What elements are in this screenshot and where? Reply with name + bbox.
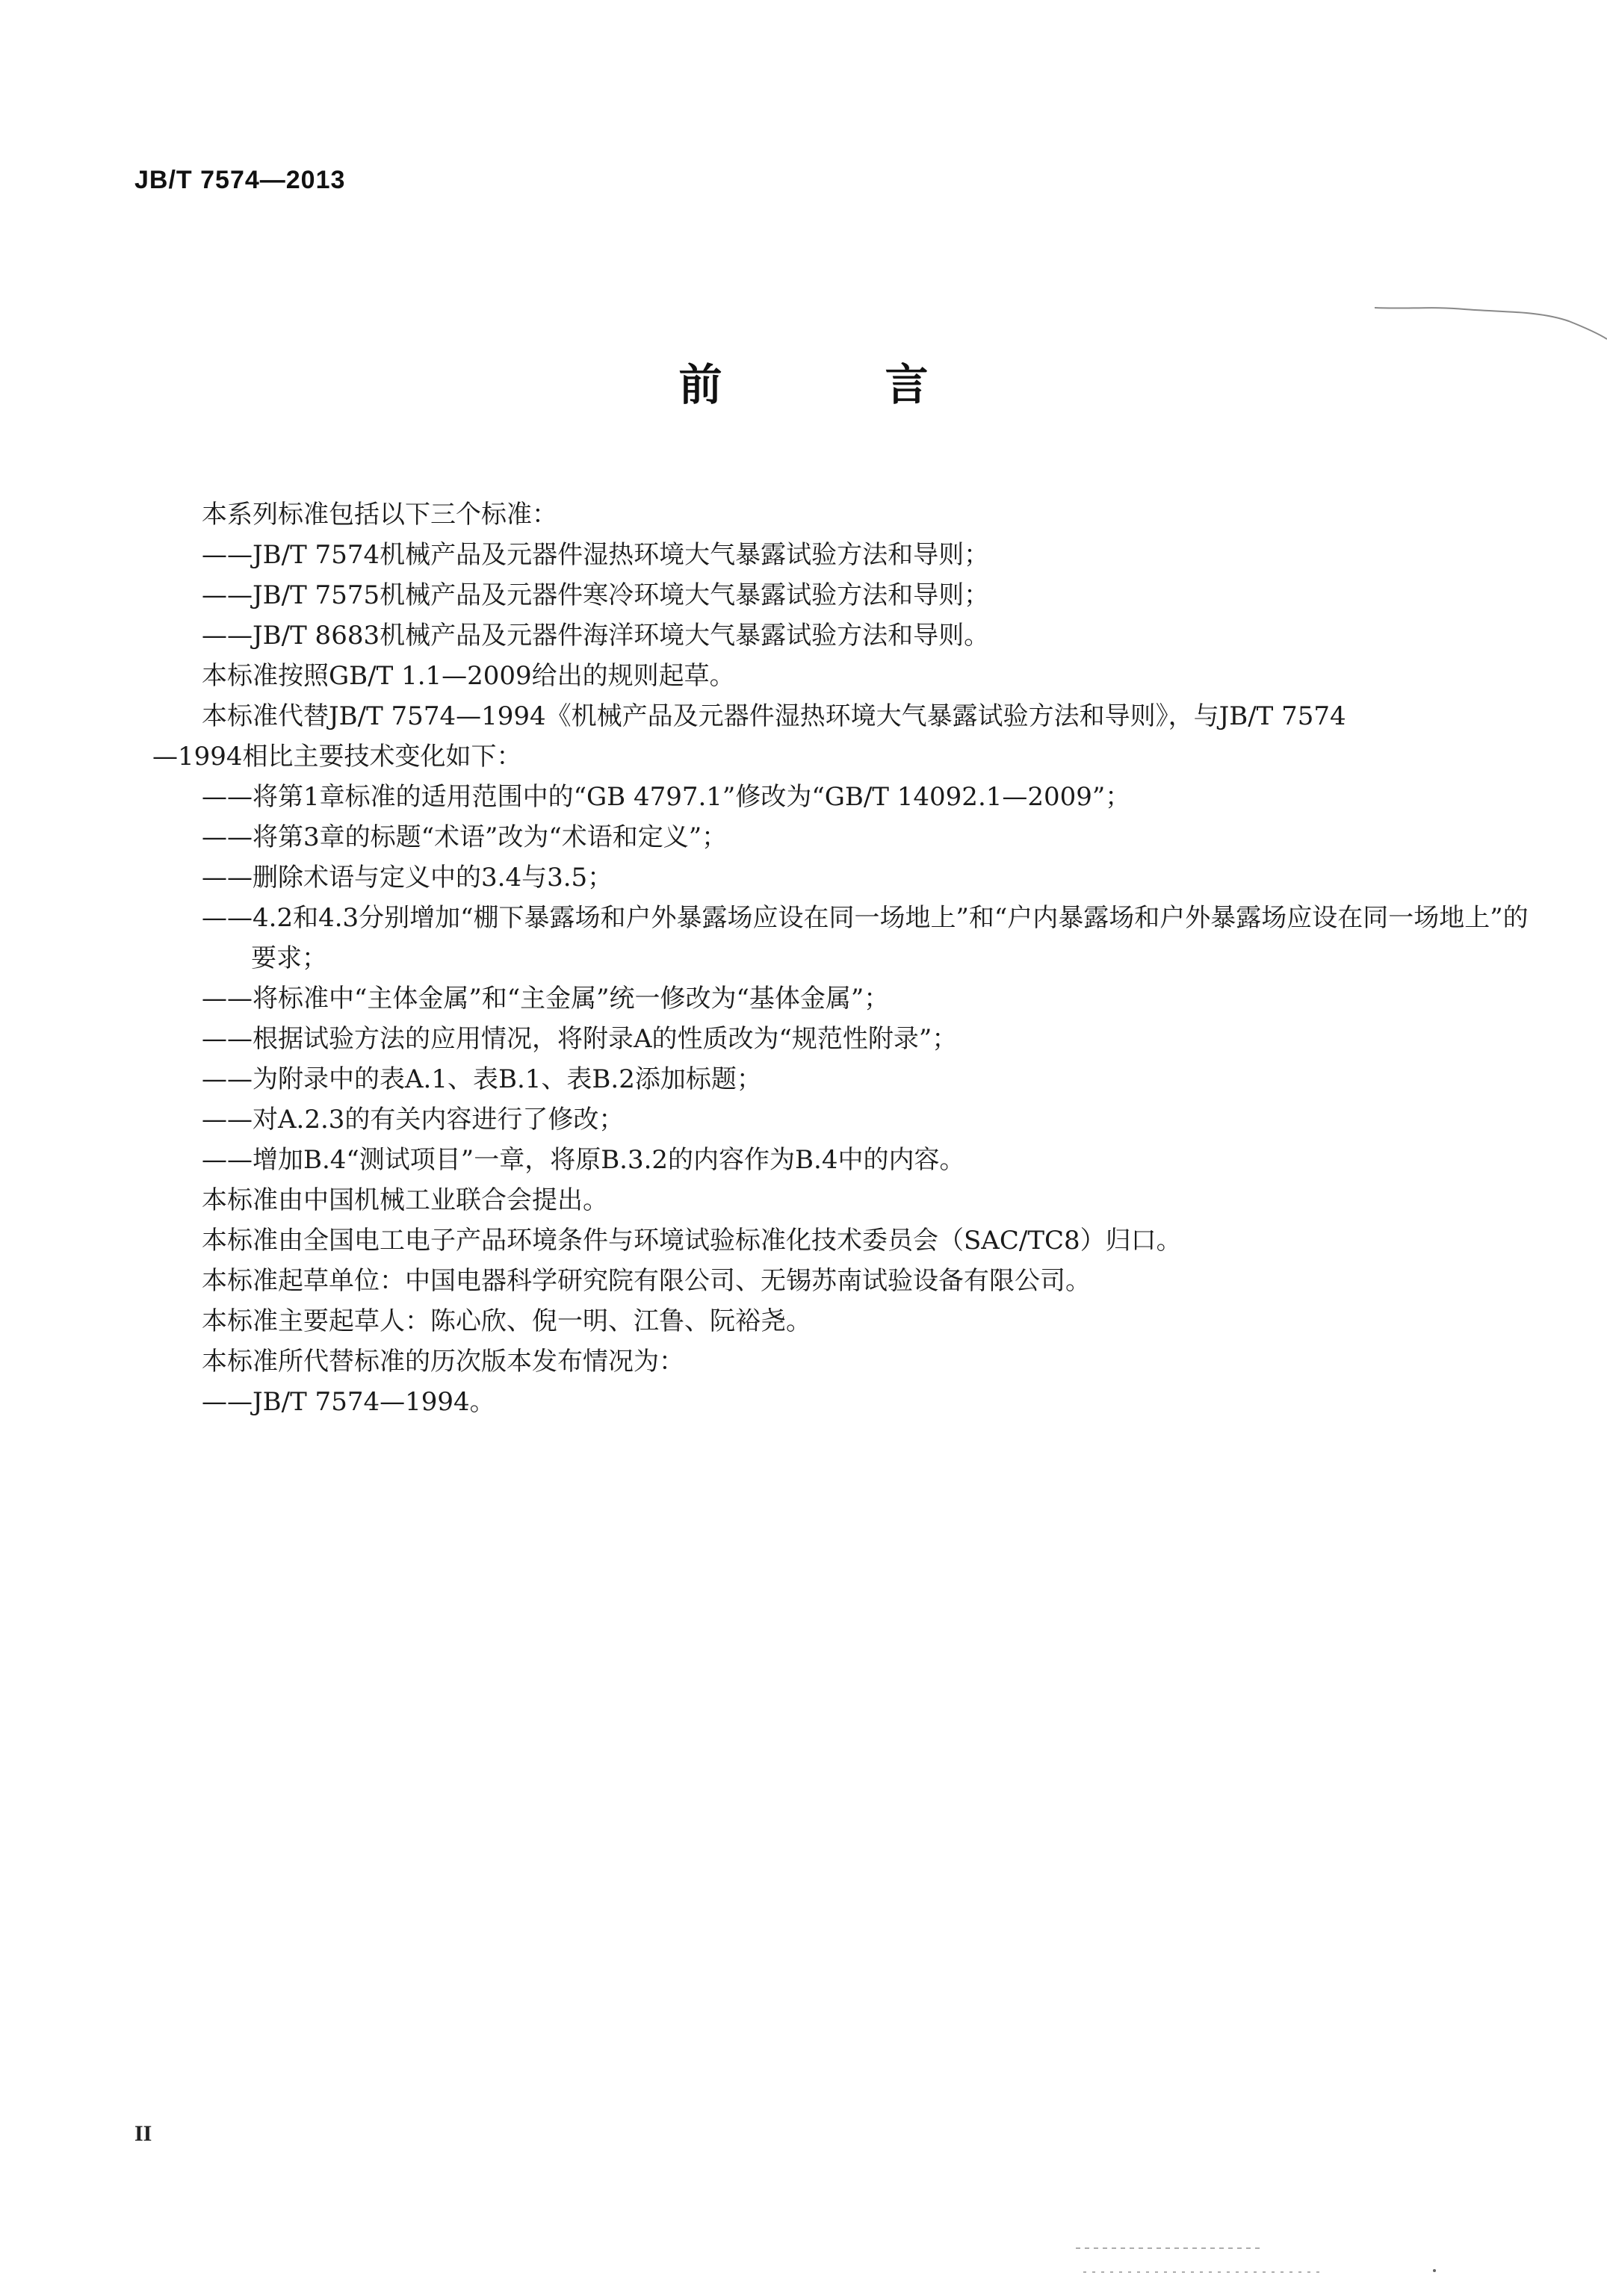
paragraph-proposed-by: 本标准由中国机械工业联合会提出。 xyxy=(202,1185,608,1215)
paragraph-intro: 本系列标准包括以下三个标准： xyxy=(202,500,557,530)
change-item-b4: ——增加B.4“测试项目”一章，将原B.3.2的内容作为B.4中的内容。 xyxy=(202,1145,965,1175)
change-item-delete-terms: ——删除术语与定义中的3.4与3.5； xyxy=(202,863,613,893)
change-item-scope: ——将第1章标准的适用范围中的“GB 4797.1”修改为“GB/T 14092.1—2009”； xyxy=(202,782,1131,812)
list-item-standard-7574: ——JB/T 7574机械产品及元器件湿热环境大气暴露试验方法和导则； xyxy=(202,540,990,570)
change-item-a23: ——对A.2.3的有关内容进行了修改； xyxy=(202,1105,625,1135)
paragraph-replaces-continued: —1994相比主要技术变化如下： xyxy=(152,742,522,772)
history-item-1994: ——JB/T 7574—1994。 xyxy=(202,1387,495,1417)
scan-artifact-line xyxy=(1375,293,1607,345)
change-item-base-metal: ——将标准中“主体金属”和“主金属”统一修改为“基体金属”； xyxy=(202,984,890,1014)
change-item-chapter3-title: ——将第3章的标题“术语”改为“术语和定义”； xyxy=(202,822,728,852)
list-item-standard-8683: ——JB/T 8683机械产品及元器件海洋环境大气暴露试验方法和导则。 xyxy=(202,621,990,651)
list-item-standard-7575: ——JB/T 7575机械产品及元器件寒冷环境大气暴露试验方法和导则； xyxy=(202,580,990,610)
paragraph-replaces: 本标准代替JB/T 7574—1994《机械产品及元器件湿热环境大气暴露试验方法和导则》，与JB/T 7574 xyxy=(202,701,1346,731)
paragraph-centralized-by: 本标准由全国电工电子产品环境条件与环境试验标准化技术委员会（SAC/TC8）归口。 xyxy=(202,1226,1182,1256)
page-number: II xyxy=(134,2121,152,2146)
paragraph-history: 本标准所代替标准的历次版本发布情况为： xyxy=(202,1347,684,1377)
preface-title: 前 言 xyxy=(678,359,988,410)
document-code: JB/T 7574—2013 xyxy=(134,166,346,194)
change-item-exposure-sites: ——4.2和4.3分别增加“棚下暴露场和户外暴露场应设在同一场地上”和“户内暴露场和户外暴露场应设在同一场地上”的要求； xyxy=(202,903,1529,973)
paragraph-drafting-rules: 本标准按照GB/T 1.1—2009给出的规则起草。 xyxy=(202,661,735,691)
change-item-annex-a: ——根据试验方法的应用情况，将附录A的性质改为“规范性附录”； xyxy=(202,1024,958,1054)
scan-artifact-dots xyxy=(1076,2233,1464,2278)
change-item-table-titles: ——为附录中的表A.1、表B.1、表B.2添加标题； xyxy=(202,1064,762,1094)
preface-body xyxy=(152,494,1529,1422)
paragraph-drafters: 本标准主要起草人：陈心欣、倪一明、江鲁、阮裕尧。 xyxy=(202,1306,811,1336)
paragraph-drafting-units: 本标准起草单位：中国电器科学研究院有限公司、无锡苏南试验设备有限公司。 xyxy=(202,1266,1091,1296)
